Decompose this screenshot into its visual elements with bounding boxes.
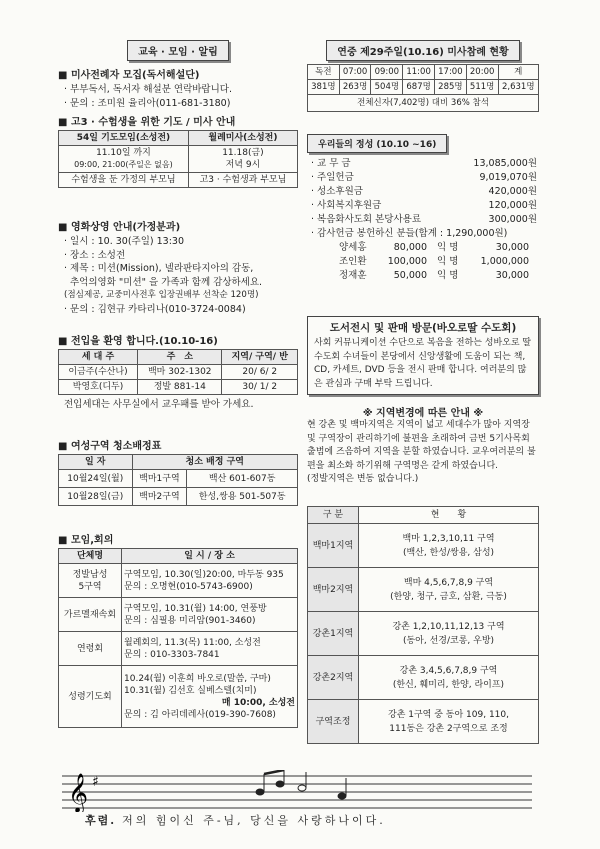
table-row: 강촌2지역 강촌 3,4,5,6,7,8,9 구역 (한신, 훼미리, 한양, 라이프) <box>308 656 539 700</box>
table-header: 청소 배정 구역 <box>132 455 297 470</box>
table-row: 이금주(수산나) 백마 302-1302 20/ 6/ 2 <box>59 365 298 380</box>
table-cell: 고3 · 수험생과 부모님 <box>188 173 297 188</box>
table-cell: 11.18(금) 저녁 9시 <box>188 146 297 173</box>
music-staff <box>62 770 532 812</box>
book-box <box>307 316 539 395</box>
prayer-table <box>58 130 298 188</box>
giver-row: 정재훈 50,000 익 명 30,000 <box>339 270 529 281</box>
section-recruit <box>58 66 298 110</box>
offering-row: · 교 무 금 13,085,000원 <box>311 158 537 169</box>
section-offering <box>307 134 539 283</box>
giver-row: 양세홍 80,000 익 명 30,000 <box>339 242 529 253</box>
section-movie <box>58 218 298 316</box>
table-header: 월례미사(소성전) <box>188 131 297 146</box>
table-row: 정발남성 5구역 구역모임, 10.30(일)20:00, 마두동 935 문의 : 오명현(010-5743-6900) <box>59 564 298 598</box>
offering-row: · 복음화사도회 본당사용료 300,000원 <box>311 214 537 225</box>
text-line: 추억의영화 "미션" 을 가족과 함께 감상하세요. <box>70 276 263 288</box>
text-line: · 장소 : 소성전 <box>64 249 126 261</box>
lyric-line <box>85 812 545 828</box>
welcome-table <box>58 349 298 395</box>
section-mass <box>307 64 539 112</box>
cleaning-table <box>58 454 298 506</box>
table-header: 일 자 <box>59 455 133 470</box>
section-cleaning <box>58 437 298 506</box>
giver-row: 조인환 100,000 익 명 1,000,000 <box>339 256 529 267</box>
notice-text: 현 강촌 및 백마지역은 지역이 넓고 세대수가 많아 지역장 및 구역장이 관리하기에 불편을 초래하여 금번 5기사목회 출범에 즈음하여 지역을 분할 하였습니다. 교우여러분의 불편을 최소화 하기위해 구역명은 같게 하였습니다. <box>307 420 536 471</box>
treble-clef-icon: 𝄞 <box>68 773 89 812</box>
table-header: 단체명 <box>59 549 122 564</box>
section-book <box>307 316 539 395</box>
section-title: ■ 여성구역 청소배정표 <box>58 437 298 452</box>
notice-note: (정발지역은 변동 없습니다.) <box>307 474 419 484</box>
text-line: · 제목 : 미션(Mission), 넬라판타지아의 감동, <box>64 263 254 274</box>
section-meetings <box>58 531 298 728</box>
table-row: 백마2지역 백마 4,5,6,7,8,9 구역 (한양, 청구, 금호, 삼환, 극동) <box>308 568 539 612</box>
left-header-wrap <box>58 40 298 61</box>
table-header: 일 시 / 장 소 <box>122 549 298 564</box>
text-line: · 부부독서, 독서자 해설분 연락바랍니다. <box>64 84 232 95</box>
section-prayer <box>58 113 298 188</box>
section-area <box>307 506 539 744</box>
lyric-label: 후렴. <box>85 814 117 827</box>
table-row: 10월24일(월) 백마1구역 백산 601-607동 <box>59 470 298 488</box>
mass-attendance-title: 연중 제29주일(10.16) 미사참례 현황 <box>326 40 519 61</box>
table-header: 현 황 <box>359 507 539 524</box>
table-header: 54일 기도모임(소성전) <box>59 131 189 146</box>
meetings-table <box>58 548 298 728</box>
offering-row: · 주일헌금 9,019,070원 <box>311 172 537 183</box>
section-title: ■ 모임,회의 <box>58 531 298 546</box>
section-welcome <box>58 332 298 412</box>
section-title: ■ 전입을 환영 합니다.(10.10-16) <box>58 332 298 347</box>
area-table <box>307 506 539 744</box>
book-text: 사회 커뮤니케이션 수단으로 복음을 전하는 성바오로 딸수도회 수녀들이 본당에서 신앙생활에 도움이 되는 책, CD, 카세트, DVD 등을 전시 판매 합니다. 여러분의 많은 관심과 구매 부탁 드립니다. <box>314 338 532 389</box>
offering-row: · 사회복지후원금 120,000원 <box>311 200 537 211</box>
sharp-icon: ♯ <box>92 774 99 790</box>
table-row: 구역조정 강촌 1구역 중 동아 109, 110, 111동은 강촌 2구역으로 조정 <box>308 700 539 744</box>
table-row: 연령회 월례회의, 11.3(목) 11:00, 소성전 문의 : 010-3303-7841 <box>59 632 298 666</box>
section-notice <box>307 404 539 487</box>
offering-row: · 성소후원금 420,000원 <box>311 186 537 197</box>
table-cell: 수험생을 둔 가정의 부모님 <box>59 173 189 188</box>
notice-title: ※ 지역변경에 따른 안내 ※ <box>362 408 484 419</box>
table-header: 주 소 <box>138 350 222 365</box>
left-header: 교육 · 모임 · 알림 <box>127 40 228 61</box>
text-line: · 일시 : 10. 30(주일) 13:30 <box>64 236 185 247</box>
table-row: 박영호(디두) 정발 881-14 30/ 1/ 2 <box>59 380 298 395</box>
table-header: 세 대 주 <box>59 350 138 365</box>
table-row: 성령기도회 10.24(월) 이훈희 바오로(말씀, 구마) 10.31(월) 김선호 실베스텔(치미) 매 10:00, 소성전 문의 : 김 아리데레사(019-390-7608) <box>59 666 298 728</box>
right-header-wrap <box>307 40 539 61</box>
table-header: 지역/ 구역/ 반 <box>222 350 298 365</box>
mass-table: 독전 07:00 09:00 11:00 17:00 20:00 계 381명 263명 504명 687명 285명 511명 2,631명 전체신자(7,402명) 대비 36% 참석 <box>307 64 539 112</box>
offering-title: 우리들의 정성 (10.10 ~16) <box>307 134 447 153</box>
welcome-note: 전입세대는 사무실에서 교우패를 받아 가세요. <box>64 399 254 410</box>
text-line: (점심제공, 교중미사전후 입장권배부 선착순 120명) <box>64 290 259 300</box>
text-line: · 문의 : 김현규 카타리나(010-3724-0084) <box>64 303 246 315</box>
table-row: 강촌1지역 강촌 1,2,10,11,12,13 구역 (동아, 선경/코롱, 우방) <box>308 612 539 656</box>
table-row: 백마1지역 백마 1,2,3,10,11 구역 (백산, 한성/쌍용, 삼성) <box>308 524 539 568</box>
text-line: · 문의 : 조미원 율리아(011-681-3180) <box>64 97 231 109</box>
table-header: 구 분 <box>308 507 359 524</box>
section-title: ■ 영화상영 안내(가정분과) <box>58 218 298 233</box>
table-cell: 11.10일 까지 09:00, 21:00(주일은 없음) <box>59 146 189 173</box>
book-title: 도서전시 및 판매 방문(바오로딸 수도회) <box>329 322 517 334</box>
table-row: 가르멜재속회 구역모임, 10.31(월) 14:00, 연풍방 문의 : 심필용 미리암(901-3460) <box>59 598 298 632</box>
section-title: ■ 미사전례자 모집(독서해설단) <box>58 66 298 81</box>
mass-total: 전체신자(7,402명) 대비 36% 참석 <box>308 95 539 112</box>
section-title: ■ 고3 · 수험생을 위한 기도 / 미사 안내 <box>58 113 298 128</box>
table-row: 10월28일(금) 백마2구역 한성,쌍용 501-507동 <box>59 488 298 506</box>
thanks-line: · 감사헌금 봉헌하신 분들(합계 : 1,290,000원) <box>311 228 508 239</box>
lyric-text: 저의 힘이신 주-님, 당신을 사랑하나이다. <box>122 814 386 827</box>
